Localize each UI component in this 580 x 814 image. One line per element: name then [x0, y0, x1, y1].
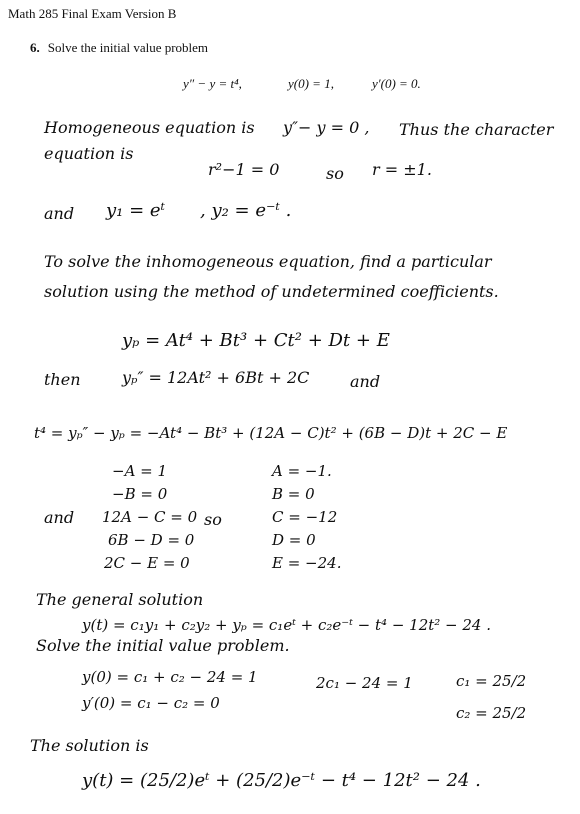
ivp-text: Solve the initial value problem.: [36, 636, 290, 655]
initial-condition-2: y′(0) = 0.: [372, 76, 421, 91]
homogeneous-equation: y″− y = 0 ,: [283, 118, 370, 137]
general-solution-text: The general solution: [36, 590, 204, 609]
ode: y″ − y = t⁴,: [183, 76, 242, 91]
condition-y0: y(0) = c₁ + c₂ − 24 = 1: [82, 668, 258, 686]
system-eq-5: 2C − E = 0: [104, 554, 190, 572]
characteristic-equation: r²−1 = 0: [208, 160, 280, 179]
then-text: then: [44, 370, 81, 389]
result-c: C = −12: [272, 508, 338, 526]
c2-value: c₂ = 25/2: [456, 704, 527, 722]
solution-is-text: The solution is: [30, 736, 149, 755]
exam-header: Math 285 Final Exam Version B: [8, 6, 177, 21]
system-eq-3: 12A − C = 0: [102, 508, 198, 526]
particular-text-2: solution using the method of undetermined coefficients.: [44, 282, 499, 301]
y1: y₁ = eᵗ: [106, 200, 166, 221]
so-text-2: so: [204, 510, 222, 529]
thus-text: Thus the character: [399, 120, 554, 139]
final-solution: y(t) = (25/2)eᵗ + (25/2)e⁻ᵗ − t⁴ − 12t² − 24 .: [82, 770, 481, 791]
roots: r = ±1.: [372, 160, 432, 179]
general-solution: y(t) = c₁y₁ + c₂y₂ + yₚ = c₁eᵗ + c₂e⁻ᵗ − t⁴ − 12t² − 24 .: [82, 616, 492, 634]
system-eq-1: −A = 1: [112, 462, 168, 480]
problem-number: 6.: [30, 40, 40, 55]
result-d: D = 0: [272, 531, 316, 549]
so-text-1: so: [326, 164, 344, 183]
second-derivative: yₚ″ = 12At² + 6Bt + 2C: [122, 368, 310, 387]
c1-value: c₁ = 25/2: [456, 672, 527, 690]
y2: , y₂ = e⁻ᵗ .: [200, 200, 292, 221]
result-a: A = −1.: [272, 462, 332, 480]
problem-statement: [30, 40, 208, 56]
condition-yp0: y′(0) = c₁ − c₂ = 0: [82, 694, 220, 712]
particular-solution-form: yₚ = At⁴ + Bt³ + Ct² + Dt + E: [122, 330, 390, 351]
and-text-2: and: [350, 372, 381, 391]
and-text-1: and: [44, 204, 75, 223]
equation-is-text: equation is: [44, 144, 134, 163]
particular-text-1: To solve the inhomogeneous equation, find a particular: [44, 252, 492, 271]
c1-equation: 2c₁ − 24 = 1: [316, 674, 413, 692]
system-eq-2: −B = 0: [112, 485, 168, 503]
system-eq-4: 6B − D = 0: [108, 531, 195, 549]
expanded-equation: t⁴ = yₚ″ − yₚ = −At⁴ − Bt³ + (12A − C)t² + (6B − D)t + 2C − E: [34, 424, 508, 442]
result-b: B = 0: [272, 485, 315, 503]
and-text-3: and: [44, 508, 75, 527]
initial-condition-1: y(0) = 1,: [288, 76, 334, 91]
result-e: E = −24.: [272, 554, 342, 572]
homogeneous-text: Homogeneous equation is: [44, 118, 255, 137]
problem-text: Solve the initial value problem: [47, 40, 209, 55]
